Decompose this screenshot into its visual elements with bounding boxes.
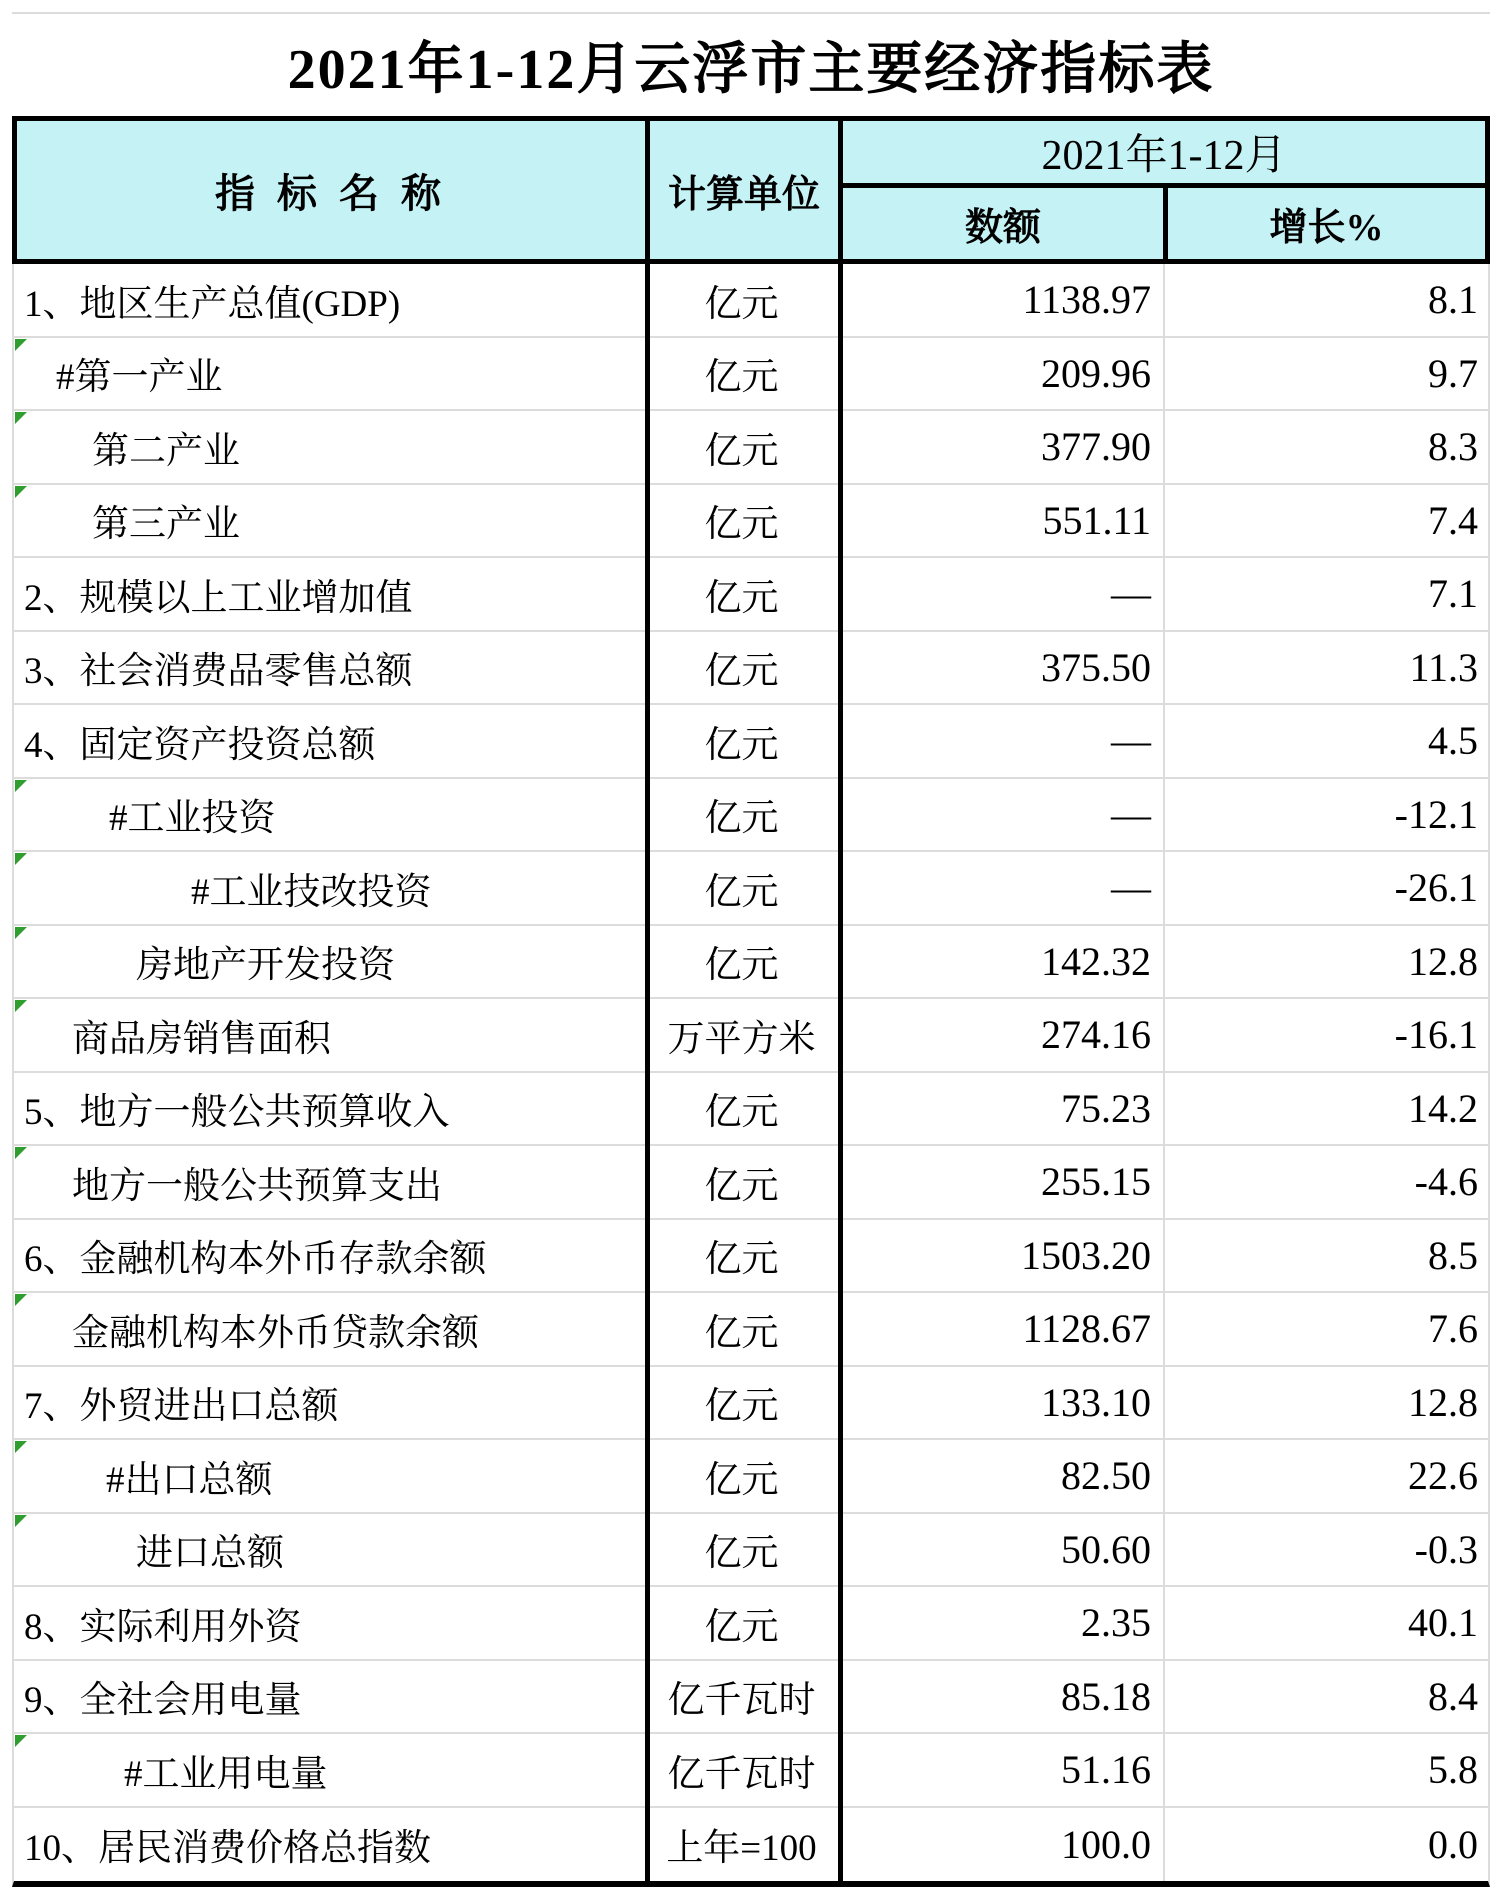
indicator-label: 8、实际利用外资 bbox=[24, 1606, 302, 1648]
unit-value: 亿元 bbox=[704, 724, 779, 766]
table-row bbox=[14, 1808, 1488, 1882]
unit-value: 亿元 bbox=[704, 1239, 779, 1281]
growth-value: 4.5 bbox=[1428, 718, 1478, 764]
indicator-label: 商品房销售面积 bbox=[72, 1018, 331, 1060]
indicator-label-cell bbox=[14, 705, 645, 777]
growth-value: 8.1 bbox=[1428, 277, 1478, 323]
table-row bbox=[14, 926, 1488, 1000]
unit-value: 亿千瓦时 bbox=[667, 1753, 816, 1795]
column-header-growth: 增长% bbox=[1269, 207, 1384, 249]
amount-value: — bbox=[1111, 718, 1151, 764]
indicator-label: 9、全社会用电量 bbox=[24, 1680, 302, 1722]
unit-value: 亿元 bbox=[704, 1533, 779, 1575]
indicator-label: 6、金融机构本外币存款余额 bbox=[24, 1239, 487, 1281]
indicator-label-cell bbox=[14, 1808, 645, 1882]
indicator-label-cell bbox=[14, 1734, 645, 1806]
table-row bbox=[14, 779, 1488, 853]
table-row bbox=[14, 1661, 1488, 1735]
column-header-period: 2021年1-12月 bbox=[1041, 133, 1287, 179]
unit-value: 亿元 bbox=[704, 430, 779, 472]
table-row bbox=[14, 1734, 1488, 1808]
growth-value: 14.2 bbox=[1408, 1085, 1478, 1131]
table-row bbox=[14, 1146, 1488, 1220]
growth-value: 5.8 bbox=[1428, 1747, 1478, 1793]
comment-flag-icon bbox=[15, 339, 27, 351]
growth-value: -12.1 bbox=[1394, 791, 1478, 837]
comment-flag-icon bbox=[15, 927, 27, 939]
amount-value: 375.50 bbox=[1041, 644, 1151, 690]
table-row bbox=[14, 705, 1488, 779]
indicator-label: 2、规模以上工业增加值 bbox=[24, 577, 413, 619]
comment-flag-icon bbox=[15, 486, 27, 498]
table-row bbox=[14, 1220, 1488, 1294]
amount-value: 255.15 bbox=[1041, 1159, 1151, 1205]
indicator-label-cell bbox=[14, 1514, 645, 1586]
comment-flag-icon bbox=[15, 853, 27, 865]
amount-value: — bbox=[1111, 865, 1151, 911]
growth-value: 8.4 bbox=[1428, 1673, 1478, 1719]
unit-value: 亿元 bbox=[704, 504, 779, 546]
amount-value: 50.60 bbox=[1061, 1526, 1151, 1572]
indicator-label-cell bbox=[14, 632, 645, 704]
amount-value: 75.23 bbox=[1061, 1085, 1151, 1131]
amount-value: 2.35 bbox=[1081, 1600, 1151, 1646]
indicator-label: 4、固定资产投资总额 bbox=[24, 724, 376, 766]
indicator-label-cell bbox=[14, 1440, 645, 1512]
amount-value: 1503.20 bbox=[1021, 1232, 1151, 1278]
growth-value: 11.3 bbox=[1409, 644, 1478, 690]
indicator-label: 7、外贸进出口总额 bbox=[24, 1386, 339, 1428]
growth-value: 40.1 bbox=[1408, 1600, 1478, 1646]
growth-value: 22.6 bbox=[1408, 1453, 1478, 1499]
amount-value: 1128.67 bbox=[1022, 1306, 1151, 1352]
unit-value: 亿元 bbox=[704, 798, 779, 840]
table-row bbox=[14, 1587, 1488, 1661]
indicator-label-cell bbox=[14, 1587, 645, 1659]
growth-value: 12.8 bbox=[1408, 938, 1478, 984]
indicator-label-cell bbox=[14, 558, 645, 630]
table-row bbox=[14, 632, 1488, 706]
indicator-label: #工业用电量 bbox=[124, 1753, 328, 1795]
amount-value: 1138.97 bbox=[1022, 277, 1151, 323]
indicator-label-cell bbox=[14, 1367, 645, 1439]
table-row bbox=[14, 264, 1488, 338]
unit-value: 亿元 bbox=[704, 1459, 779, 1501]
indicator-label-cell bbox=[14, 1146, 645, 1218]
economic-indicator-table bbox=[12, 12, 1490, 1887]
amount-value: 82.50 bbox=[1061, 1453, 1151, 1499]
comment-flag-icon bbox=[15, 1000, 27, 1012]
table-row bbox=[14, 411, 1488, 485]
unit-value: 亿元 bbox=[704, 1165, 779, 1207]
table-row bbox=[14, 558, 1488, 632]
unit-value: 亿元 bbox=[704, 283, 779, 325]
amount-value: 209.96 bbox=[1041, 350, 1151, 396]
body-divider-vertical-1 bbox=[645, 264, 650, 1881]
table-row bbox=[14, 1073, 1488, 1147]
table-row bbox=[14, 1514, 1488, 1588]
indicator-label: #工业投资 bbox=[109, 798, 276, 840]
indicator-label: 5、地方一般公共预算收入 bbox=[24, 1092, 450, 1134]
indicator-label: 1、地区生产总值(GDP) bbox=[24, 283, 401, 325]
table-row bbox=[14, 1367, 1488, 1441]
comment-flag-icon bbox=[15, 1735, 27, 1747]
indicator-label-cell bbox=[14, 1220, 645, 1292]
body-divider-vertical-3 bbox=[1163, 264, 1165, 1881]
amount-value: 133.10 bbox=[1041, 1379, 1151, 1425]
growth-value: -16.1 bbox=[1394, 1012, 1478, 1058]
unit-value: 亿元 bbox=[704, 651, 779, 693]
unit-value: 亿元 bbox=[704, 1312, 779, 1354]
growth-value: 8.3 bbox=[1428, 424, 1478, 470]
unit-value: 万平方米 bbox=[667, 1018, 816, 1060]
indicator-label: 第二产业 bbox=[92, 430, 240, 472]
amount-value: 51.16 bbox=[1061, 1747, 1151, 1793]
indicator-label: 房地产开发投资 bbox=[136, 945, 395, 987]
indicator-label: 3、社会消费品零售总额 bbox=[24, 651, 413, 693]
growth-value: -0.3 bbox=[1414, 1526, 1478, 1572]
comment-flag-icon bbox=[15, 1147, 27, 1159]
body-divider-vertical-2 bbox=[838, 264, 843, 1881]
table-row bbox=[14, 1440, 1488, 1514]
indicator-label: #第一产业 bbox=[56, 357, 223, 399]
indicator-label-cell bbox=[14, 852, 645, 924]
indicator-label: #出口总额 bbox=[106, 1459, 273, 1501]
unit-value: 亿千瓦时 bbox=[667, 1680, 816, 1722]
table-row bbox=[14, 852, 1488, 926]
table-row bbox=[14, 999, 1488, 1073]
growth-value: 7.6 bbox=[1428, 1306, 1478, 1352]
indicator-label-cell bbox=[14, 485, 645, 557]
unit-value: 亿元 bbox=[704, 1606, 779, 1648]
column-header-unit: 计算单位 bbox=[667, 173, 820, 216]
unit-value: 亿元 bbox=[704, 1092, 779, 1134]
comment-flag-icon bbox=[15, 1441, 27, 1453]
indicator-label: 第三产业 bbox=[92, 504, 240, 546]
indicator-label: 地方一般公共预算支出 bbox=[72, 1165, 442, 1207]
unit-value: 亿元 bbox=[704, 357, 779, 399]
amount-value: 377.90 bbox=[1041, 424, 1151, 470]
table-row bbox=[14, 485, 1488, 559]
amount-value: 274.16 bbox=[1041, 1012, 1151, 1058]
table-body bbox=[12, 264, 1490, 1887]
indicator-label: 金融机构本外币贷款余额 bbox=[72, 1312, 479, 1354]
column-header-amount: 数额 bbox=[964, 207, 1041, 249]
amount-value: 100.0 bbox=[1061, 1821, 1151, 1867]
table-row bbox=[14, 338, 1488, 412]
amount-value: — bbox=[1111, 571, 1151, 617]
unit-value: 亿元 bbox=[704, 577, 779, 619]
indicator-label-cell bbox=[14, 411, 645, 483]
amount-value: — bbox=[1111, 791, 1151, 837]
growth-value: 0.0 bbox=[1428, 1821, 1478, 1867]
indicator-label: 10、居民消费价格总指数 bbox=[24, 1828, 431, 1870]
growth-value: 9.7 bbox=[1428, 350, 1478, 396]
unit-value: 亿元 bbox=[704, 871, 779, 913]
growth-value: 7.1 bbox=[1428, 571, 1478, 617]
amount-value: 142.32 bbox=[1041, 938, 1151, 984]
comment-flag-icon bbox=[15, 412, 27, 424]
unit-value: 上年=100 bbox=[666, 1828, 817, 1870]
indicator-label-cell bbox=[14, 1661, 645, 1733]
table-header bbox=[12, 116, 1490, 264]
growth-value: 7.4 bbox=[1428, 497, 1478, 543]
indicator-label-cell bbox=[14, 264, 645, 336]
amount-value: 551.11 bbox=[1042, 497, 1151, 543]
comment-flag-icon bbox=[15, 1294, 27, 1306]
growth-value: -4.6 bbox=[1414, 1159, 1478, 1205]
unit-value: 亿元 bbox=[704, 945, 779, 987]
indicator-label: 进口总额 bbox=[136, 1533, 284, 1575]
unit-value: 亿元 bbox=[704, 1386, 779, 1428]
indicator-label-cell bbox=[14, 999, 645, 1071]
column-header-indicator-name: 指 标 名 称 bbox=[215, 170, 447, 216]
comment-flag-icon bbox=[15, 1515, 27, 1527]
amount-value: 85.18 bbox=[1061, 1673, 1151, 1719]
comment-flag-icon bbox=[15, 780, 27, 792]
indicator-label-cell bbox=[14, 1293, 645, 1365]
indicator-label-cell bbox=[14, 779, 645, 851]
growth-value: 8.5 bbox=[1428, 1232, 1478, 1278]
indicator-label-cell bbox=[14, 338, 645, 410]
growth-value: 12.8 bbox=[1408, 1379, 1478, 1425]
table-row bbox=[14, 1293, 1488, 1367]
indicator-label: #工业技改投资 bbox=[191, 871, 432, 913]
growth-value: -26.1 bbox=[1394, 865, 1478, 911]
indicator-label-cell bbox=[14, 926, 645, 998]
page-title: 2021年1-12月云浮市主要经济指标表 bbox=[12, 12, 1490, 116]
indicator-label-cell bbox=[14, 1073, 645, 1145]
